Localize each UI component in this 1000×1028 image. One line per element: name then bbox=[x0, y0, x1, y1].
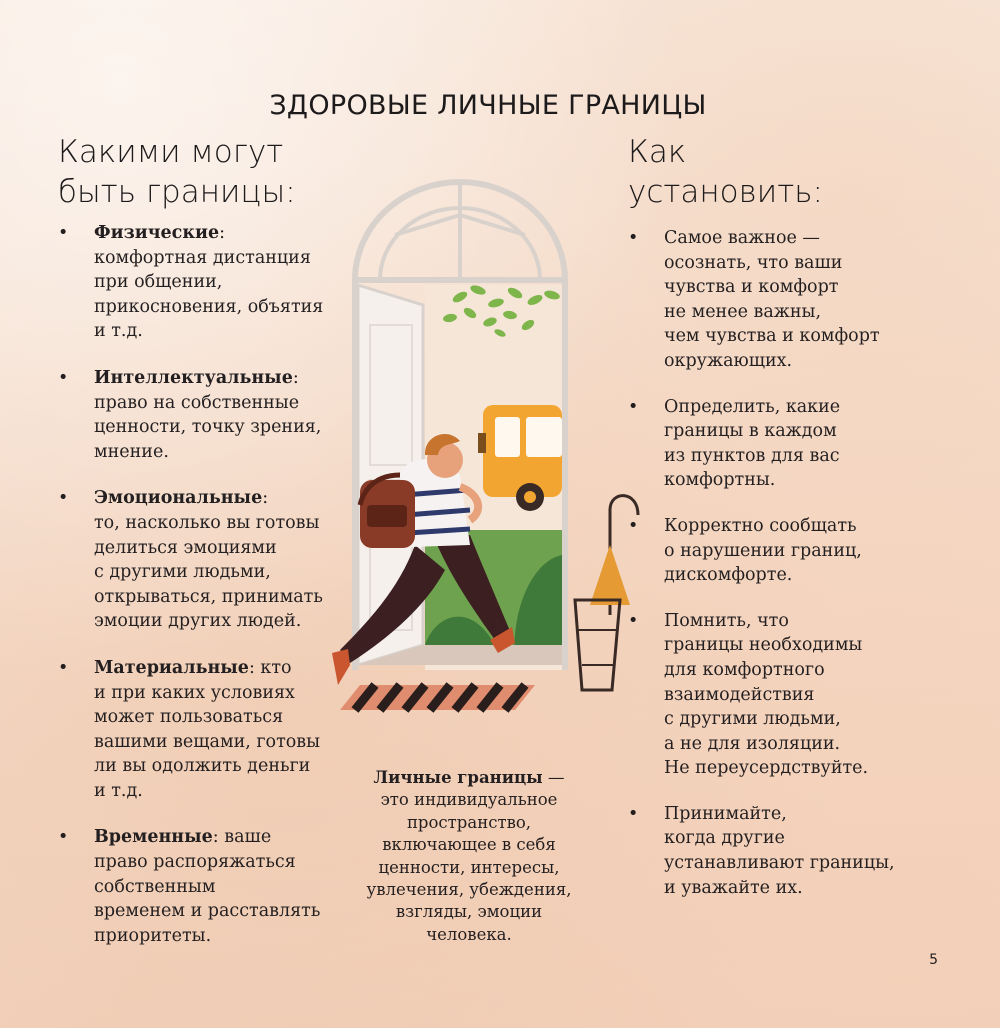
list-item bbox=[58, 366, 358, 464]
definition-text: это индивидуальное пространство, включающее в себя ценности, интересы, увлечения, убеждения, взгляды, эмоции человека. bbox=[366, 790, 572, 944]
list-item: • Помнить, что границы необходимы для комфортного взаимодействия с другими людьми, а не для изоляции. Не переусердствуйте. bbox=[628, 609, 928, 781]
list-item: • Корректно сообщать о нарушении границ, дискомфорте. bbox=[628, 514, 928, 588]
bus bbox=[478, 405, 562, 511]
page-title: ЗДОРОВЫЕ ЛИЧНЫЕ ГРАНИЦЫ bbox=[269, 90, 707, 121]
list-item-separator: : bbox=[262, 488, 269, 509]
list-item-separator: : bbox=[292, 367, 299, 388]
left-column-heading: Какими могут быть границы: bbox=[58, 134, 296, 210]
definition-dash: — bbox=[542, 768, 565, 787]
list-item-term: Временные bbox=[94, 827, 213, 848]
list-item-term: Материальные bbox=[94, 657, 249, 678]
page-number: 5 bbox=[929, 952, 938, 968]
list-item-text: комфортная дистанция при общении, прикосновения, объятия и т.д. bbox=[94, 247, 324, 342]
boundary-types-list bbox=[58, 221, 358, 970]
list-item-text: кто и при каких условиях может пользоваться вашими вещами, готовы ли вы одолжить деньги и т.д. bbox=[94, 657, 321, 801]
list-item bbox=[58, 486, 358, 634]
list-item: • Самое важное — осознать, что ваши чувства и комфорт не менее важны, чем чувства и комфорт окружающих. bbox=[628, 226, 928, 374]
door-mat bbox=[340, 685, 535, 710]
list-item: • Определить, какие границы в каждом из пунктов для вас комфортны. bbox=[628, 395, 928, 493]
definition-note bbox=[360, 767, 578, 946]
list-item-separator: : bbox=[248, 657, 255, 678]
list-item-separator: : bbox=[219, 223, 225, 243]
list-item-text: право на собственные ценности, точку зрения, мнение. bbox=[94, 392, 322, 462]
list-item-separator: : bbox=[212, 827, 219, 848]
definition-term: Личные границы bbox=[373, 768, 543, 787]
list-item bbox=[58, 825, 358, 948]
list-item bbox=[58, 656, 358, 804]
umbrella-stand bbox=[575, 496, 638, 690]
list-item: • Принимайте, когда другие устанавливают границы, и уважайте их. bbox=[628, 802, 928, 900]
list-item-text: ваше право распоряжаться собственным временем и расставлять приоритеты. bbox=[94, 827, 321, 946]
list-item-text: то, насколько вы готовы делиться эмоциями с другими людьми, открываться, принимать эмоции других людей. bbox=[94, 512, 323, 632]
list-item-term: Интеллектуальные bbox=[94, 367, 293, 388]
list-item bbox=[58, 221, 358, 344]
list-item-term: Физические bbox=[94, 223, 220, 243]
how-to-set-list bbox=[628, 226, 928, 921]
right-column-heading: Как установить: bbox=[628, 134, 823, 210]
person-leaving-through-door-illustration bbox=[320, 175, 650, 725]
list-item-term: Эмоциональные bbox=[94, 488, 263, 509]
